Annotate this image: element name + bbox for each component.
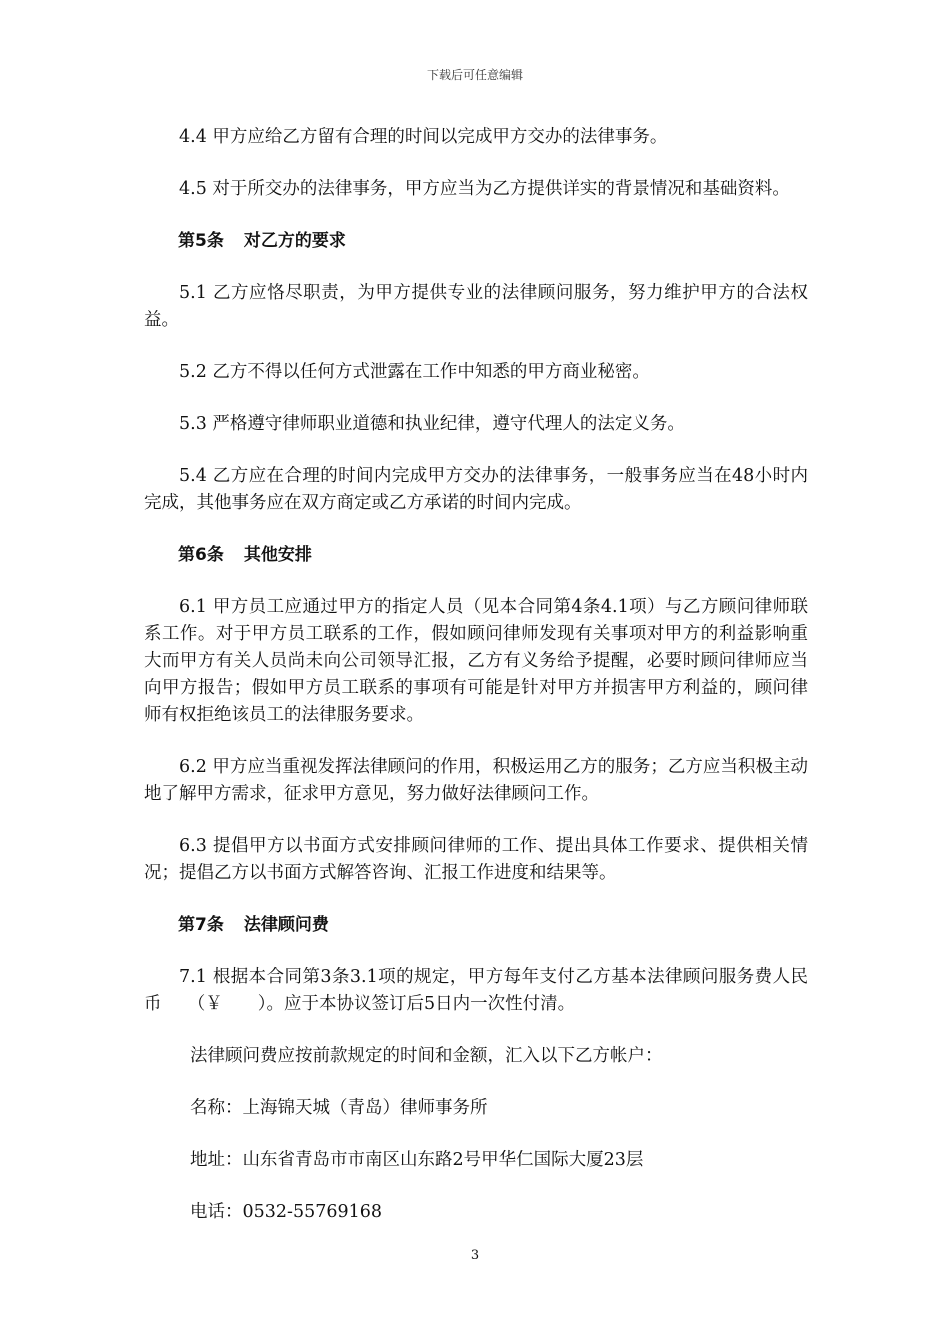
clause-7-1: 7.1 根据本合同第3条3.1项的规定，甲方每年支付乙方基本法律顾问服务费人民币 （￥ ）。应于本协议签订后5日内一次性付清。 bbox=[144, 967, 808, 1014]
clause-4-5: 4.5 对于所交办的法律事务，甲方应当为乙方提供详实的背景情况和基础资料。 bbox=[179, 179, 790, 199]
clause-4-4: 4.4 甲方应给乙方留有合理的时间以完成甲方交办的法律事务。 bbox=[179, 127, 668, 147]
clause-5-2: 5.2 乙方不得以任何方式泄露在工作中知悉的甲方商业秘密。 bbox=[179, 362, 650, 382]
section-title: 法律顾问费 bbox=[243, 915, 329, 935]
section-number: 第5条 bbox=[178, 231, 224, 251]
section-heading-7 bbox=[144, 912, 808, 939]
section-number: 第6条 bbox=[178, 545, 224, 565]
document-body bbox=[144, 124, 808, 1251]
page-number: 3 bbox=[470, 1248, 480, 1263]
account-address: 地址：山东省青岛市市南区山东路2号甲华仁国际大厦23层 bbox=[190, 1150, 644, 1170]
clause-5-3: 5.3 严格遵守律师职业道德和执业纪律，遵守代理人的法定义务。 bbox=[179, 414, 685, 434]
payment-instruction: 法律顾问费应按前款规定的时间和金额，汇入以下乙方帐户： bbox=[190, 1046, 663, 1066]
section-number: 第7条 bbox=[178, 915, 224, 935]
clause-6-1: 6.1 甲方员工应通过甲方的指定人员（见本合同第4条4.1项）与乙方顾问律师联系工作。对于甲方员工联系的工作，假如顾问律师发现有关事项对甲方的利益影响重大而甲方有关人员尚未向公司领导汇报，乙方有义务给予提醒，必要时顾问律师应当向甲方报告；假如甲方员工联系的事项有可能是针对甲方并损害甲方利益的，顾问律师有权拒绝该员工的法律服务要求。 bbox=[144, 597, 808, 725]
clause-5-1: 5.1 乙方应恪尽职责，为甲方提供专业的法律顾问服务，努力维护甲方的合法权益。 bbox=[144, 283, 808, 330]
clause-6-2: 6.2 甲方应当重视发挥法律顾问的作用，积极运用乙方的服务；乙方应当积极主动地了解甲方需求，征求甲方意见，努力做好法律顾问工作。 bbox=[144, 757, 808, 804]
section-title: 对乙方的要求 bbox=[243, 231, 346, 251]
clause-6-3: 6.3 提倡甲方以书面方式安排顾问律师的工作、提出具体工作要求、提供相关情况；提倡乙方以书面方式解答咨询、汇报工作进度和结果等。 bbox=[144, 836, 808, 883]
section-heading-5 bbox=[144, 228, 808, 255]
page-header: 下载后可任意编辑 bbox=[426, 68, 523, 82]
section-title: 其他安排 bbox=[243, 545, 312, 565]
account-phone: 电话：0532-55769168 bbox=[190, 1202, 383, 1222]
section-heading-6 bbox=[144, 542, 808, 569]
account-name: 名称：上海锦天城（青岛）律师事务所 bbox=[190, 1098, 488, 1118]
clause-5-4: 5.4 乙方应在合理的时间内完成甲方交办的法律事务，一般事务应当在48小时内完成，其他事务应在双方商定或乙方承诺的时间内完成。 bbox=[144, 466, 808, 513]
